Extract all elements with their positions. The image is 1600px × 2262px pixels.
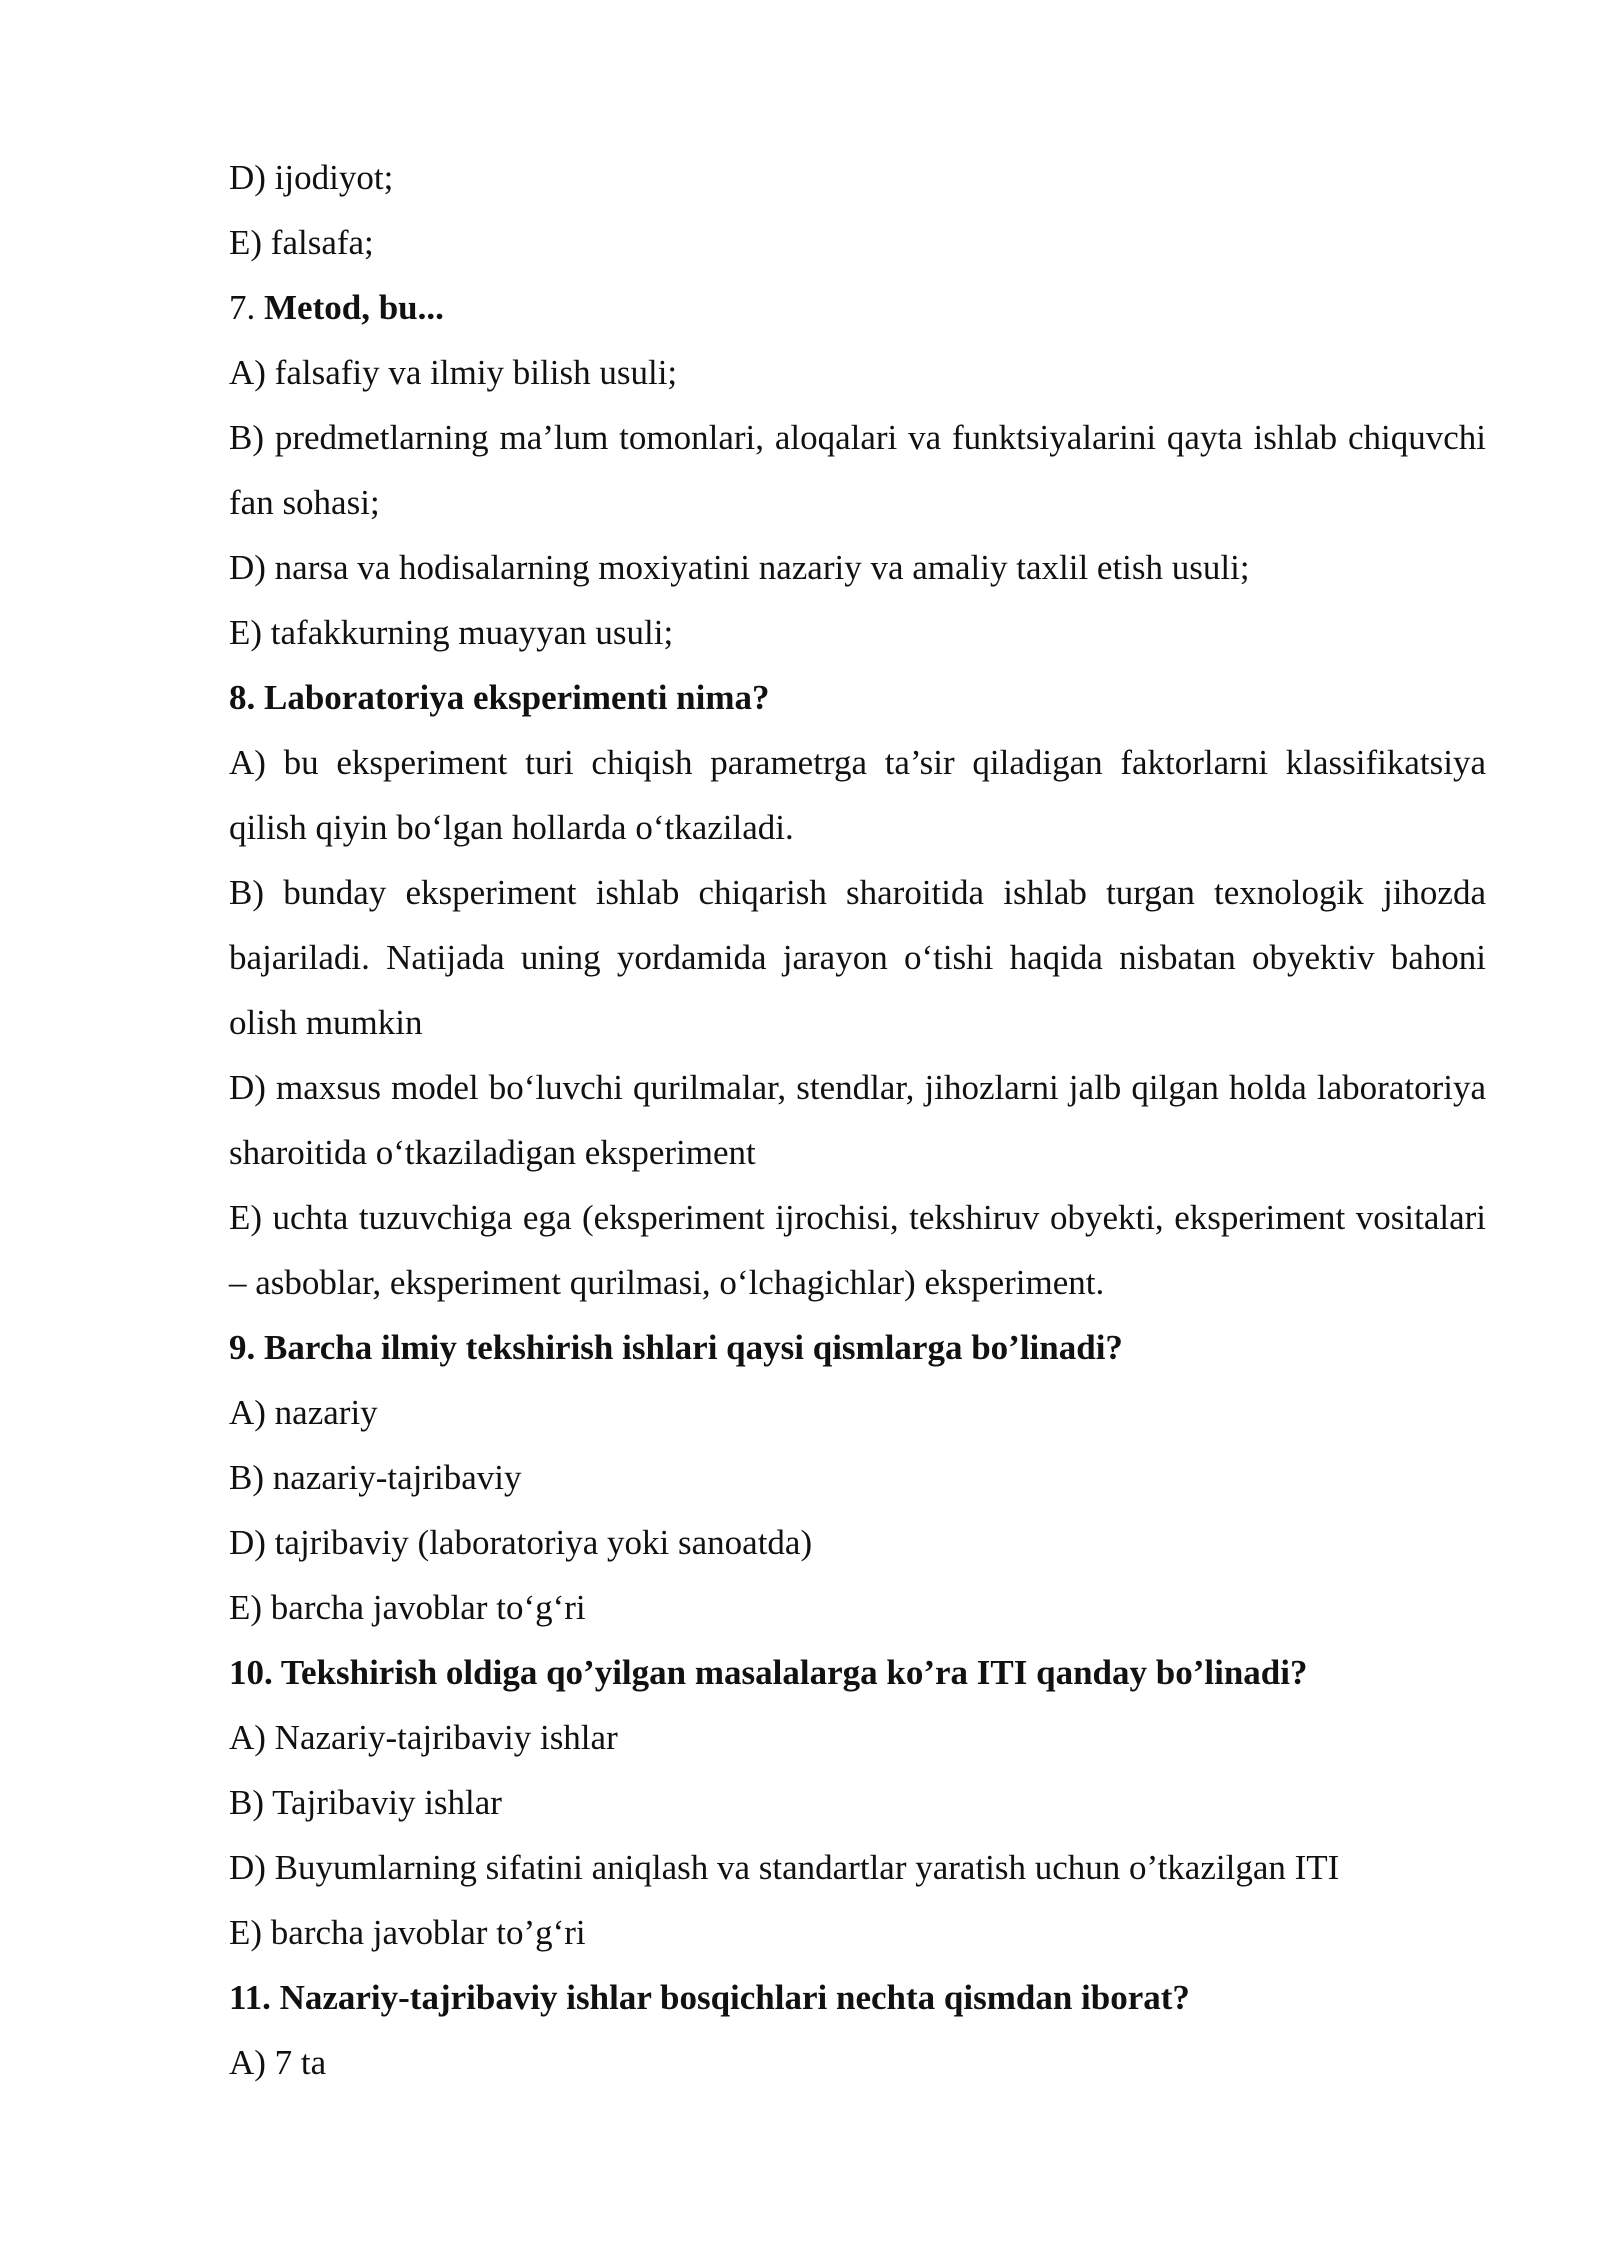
- document-page: [229, 145, 1486, 2095]
- q10-option-e: E) barcha javoblar to’g‘ri: [229, 1913, 586, 1952]
- q10-question: 10. Tekshirish oldiga qo’yilgan masalalarga ko’ra ITI qanday bo’linadi?: [229, 1653, 1308, 1692]
- q10-option-d: D) Buyumlarning sifatini aniqlash va standartlar yaratish uchun o’tkazilgan ITI: [229, 1848, 1340, 1887]
- q9-option-a: A) nazariy: [229, 1393, 378, 1432]
- q7-option-a: A) falsafiy va ilmiy bilish usuli;: [229, 353, 678, 392]
- q7-option-b: B) predmetlarning ma’lum tomonlari, aloqalari va funktsiyalarini qayta ishlab chiquvchi fan sohasi;: [229, 418, 1486, 522]
- q8-question: 8. Laboratoriya eksperimenti nima?: [229, 678, 770, 717]
- q8-option-a: A) bu eksperiment turi chiqish parametrga ta’sir qiladigan faktorlarni klassifikatsiya qilish qiyin bo‘lgan hollarda o‘tkaziladi.: [229, 743, 1486, 847]
- q8-option-b: B) bunday eksperiment ishlab chiqarish sharoitida ishlab turgan texnologik jihozda bajariladi. Natijada uning yordamida jarayon o‘tishi haqida nisbatan obyektiv bahoni olish mumkin: [229, 873, 1486, 1042]
- q6-option-e: E) falsafa;: [229, 223, 374, 262]
- q7-option-e: E) tafakkurning muayyan usuli;: [229, 613, 674, 652]
- q11-question: 11. Nazariy-tajribaviy ishlar bosqichlari nechta qismdan iborat?: [229, 1978, 1190, 2017]
- q7-number: 7.: [229, 288, 264, 327]
- q9-question: 9. Barcha ilmiy tekshirish ishlari qaysi qismlarga bo’linadi?: [229, 1328, 1123, 1367]
- q7-question: Metod, bu...: [264, 288, 444, 327]
- q11-option-a: A) 7 ta: [229, 2043, 327, 2082]
- q9-option-d: D) tajribaviy (laboratoriya yoki sanoatda): [229, 1523, 813, 1562]
- q10-option-b: B) Tajribaviy ishlar: [229, 1783, 502, 1822]
- q7-option-d: D) narsa va hodisalarning moxiyatini nazariy va amaliy taxlil etish usuli;: [229, 548, 1250, 587]
- q8-option-e: E) uchta tuzuvchiga ega (eksperiment ijrochisi, tekshiruv obyekti, eksperiment vositalari – asboblar, eksperiment qurilmasi, o‘lchagichlar) eksperiment.: [229, 1198, 1486, 1302]
- q6-option-d: D) ijodiyot;: [229, 158, 394, 197]
- q9-option-b: B) nazariy-tajribaviy: [229, 1458, 522, 1497]
- q9-option-e: E) barcha javoblar to‘g‘ri: [229, 1588, 586, 1627]
- q10-option-a: A) Nazariy-tajribaviy ishlar: [229, 1718, 618, 1757]
- q8-option-d: D) maxsus model bo‘luvchi qurilmalar, stendlar, jihozlarni jalb qilgan holda laboratoriya sharoitida o‘tkaziladigan eksperiment: [229, 1068, 1486, 1172]
- q7-heading: [229, 275, 1486, 340]
